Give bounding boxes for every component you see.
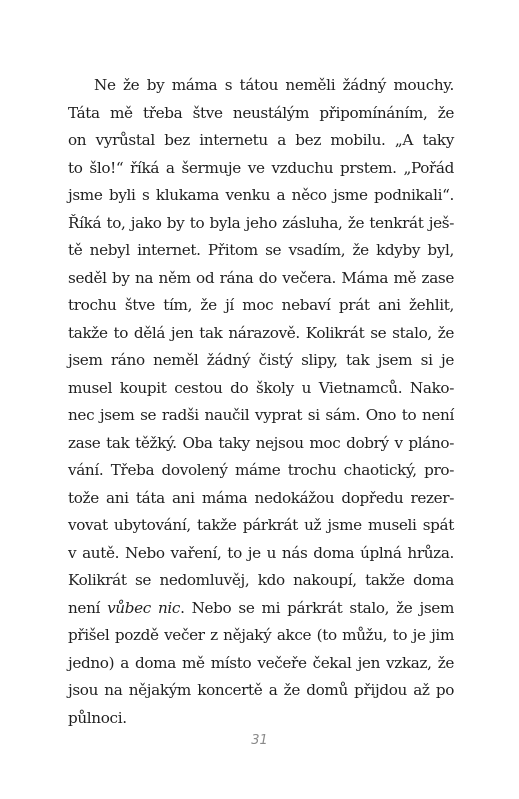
text-line: nec jsem se radši naučil vyprat si sám. Ono to není	[68, 406, 454, 424]
page-number: 31	[251, 733, 268, 748]
text-line: jedno) a doma mě místo večeře čekal jen vzkaz, že	[68, 653, 454, 672]
text-line: vovat ubytování, takže párkrát už jsme museli spát	[68, 516, 454, 534]
text-line: přišel pozdě večer z nějaký akce (to můžu, to je jim	[68, 626, 454, 644]
text-line: to šlo!“ říká a šermuje ve vzduchu prstem. „Pořád	[68, 158, 454, 177]
text-line: jsou na nějakým koncertě a že domů přijdou až po	[68, 681, 454, 699]
text-line: seděl by na něm od rána do večera. Máma mě zase	[68, 268, 454, 287]
text-line: jsem ráno neměl žádný čistý slipy, tak jsem si je	[68, 351, 454, 369]
text-line: trochu štve tím, že jí moc nebaví prát ani žehlit,	[68, 296, 454, 314]
text-line: jsme byli s klukama venku a něco jsme podnikali“.	[68, 186, 454, 204]
text-line: zase tak těžký. Oba taky nejsou moc dobrý v pláno-	[68, 433, 454, 452]
text-line: v autě. Nebo vaření, to je u nás doma úplná hrůza.	[68, 543, 454, 562]
text-line: půlnoci.	[68, 708, 127, 727]
text-segment: . Nebo se mi párkrát stalo, že jsem	[180, 598, 454, 617]
text-line: on vyrůstal bez internetu a bez mobilu. „A taky	[68, 131, 454, 149]
text-line: vání. Třeba dovolený máme trochu chaotický, pro-	[68, 461, 454, 479]
text-line: tě nebyl internet. Přitom se vsadím, že kdyby byl,	[68, 241, 454, 259]
text-line: Ne že by máma s tátou neměli žádný mouchy.	[94, 76, 454, 94]
text-line-with-emphasis	[68, 595, 454, 623]
body-paragraph	[68, 72, 454, 732]
text-line: Táta mě třeba štve neustálým připomínáním, že	[68, 103, 454, 122]
emphasis-text: vůbec nic	[107, 598, 181, 617]
text-segment: není	[68, 598, 108, 617]
text-line: Kolikrát se nedomluvěj, kdo nakoupí, takže doma	[68, 571, 454, 589]
text-line: musel koupit cestou do školy u Vietnamců. Nako-	[68, 378, 454, 397]
text-line: takže to dělá jen tak nárazově. Kolikrát se stalo, že	[68, 323, 454, 342]
text-line: tože ani táta ani máma nedokážou dopředu rezer-	[68, 488, 454, 507]
text-line: Říká to, jako by to byla jeho zásluha, že tenkrát ješ-	[68, 213, 454, 232]
